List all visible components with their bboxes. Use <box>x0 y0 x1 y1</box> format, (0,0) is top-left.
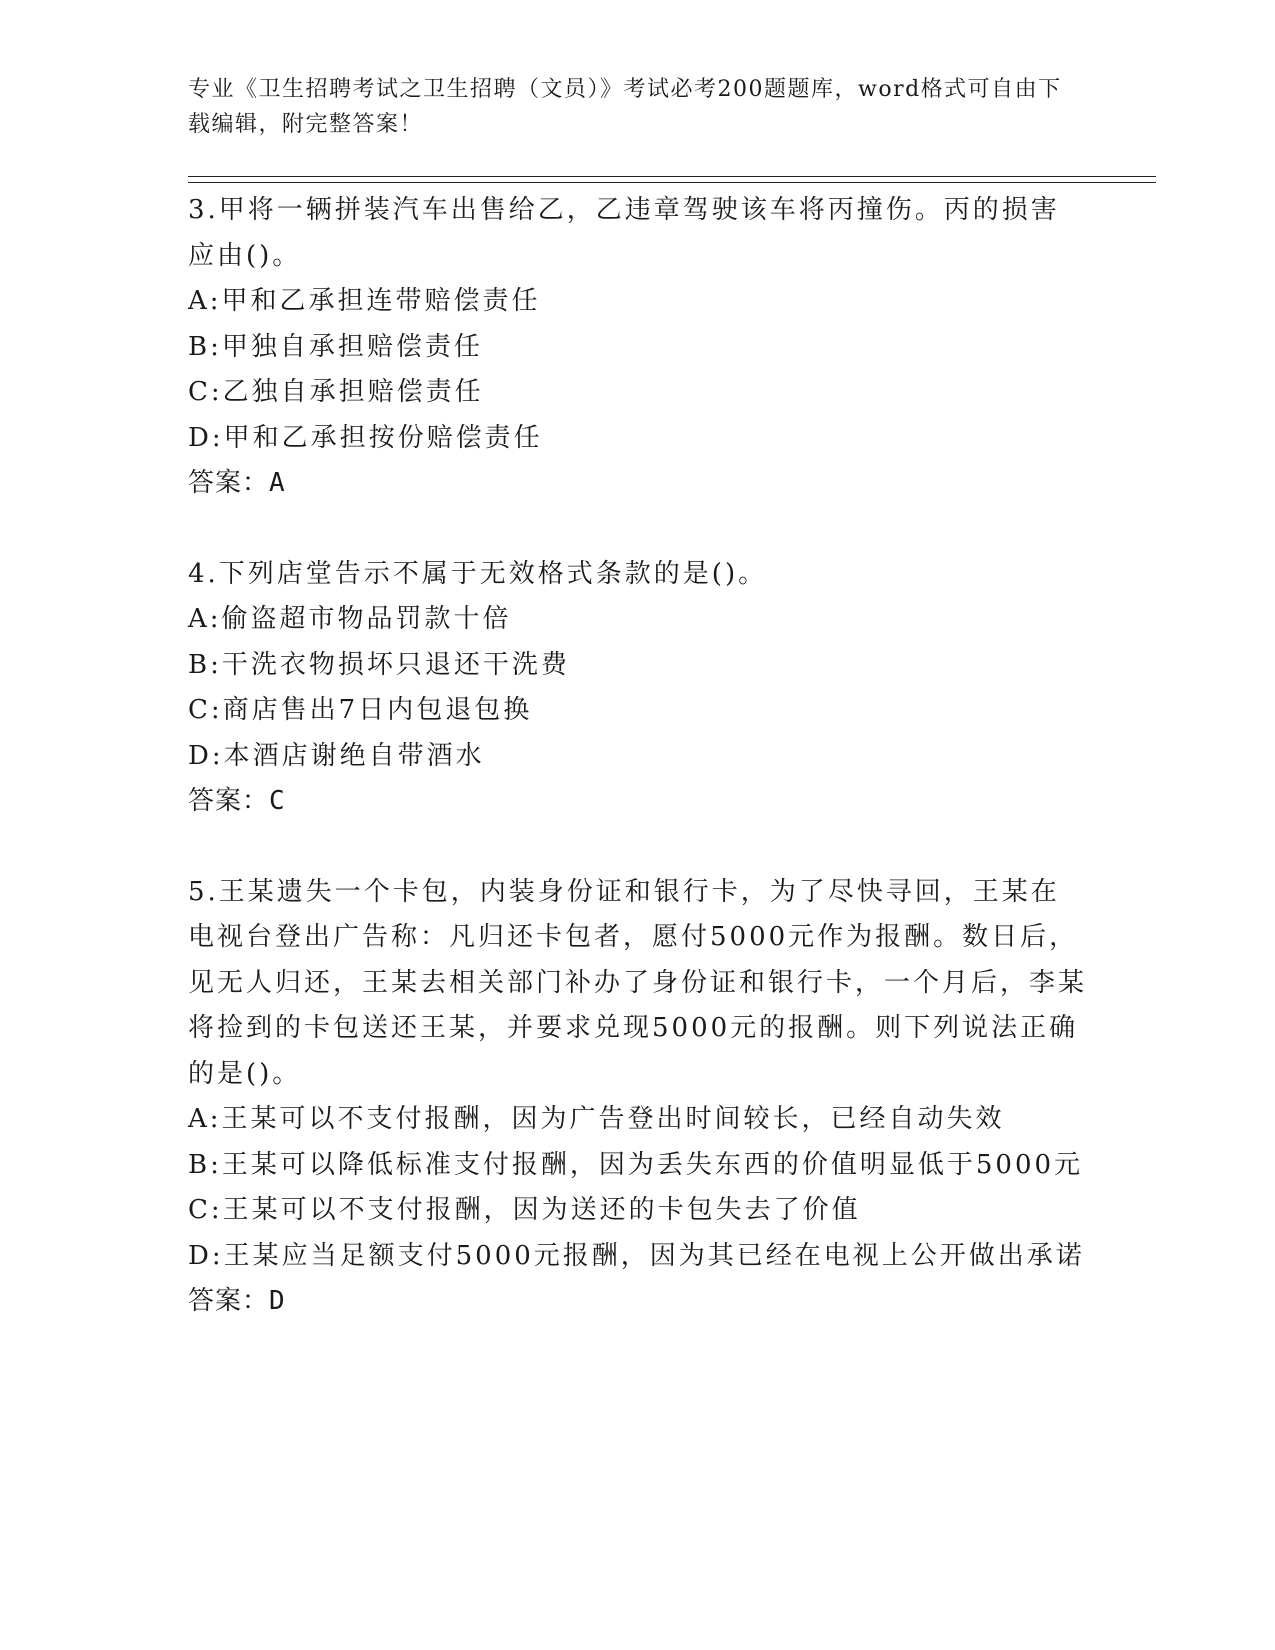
option-d: D:甲和乙承担按份赔偿责任 <box>188 422 543 453</box>
option-c: C:商店售出7日内包退包换 <box>188 695 533 725</box>
option-a: A:王某可以不支付报酬，因为广告登出时间较长，已经自动失效 <box>188 1104 1005 1134</box>
option-b: B:甲独自承担赔偿责任 <box>188 331 483 362</box>
header-divider-top <box>188 176 1156 177</box>
question-item <box>188 870 1088 1325</box>
question-stem: 5.王某遗失一个卡包，内装身份证和银行卡，为了尽快寻回，王某在电视台登出广告称：凡归还卡包者，愿付5000元作为报酬。数日后，见无人归还，王某去相关部门补办了身份证和银行卡，一个月后，李某将捡到的卡包送还王某，并要求兑现5000元的报酬。则下列说法正确的是()。 <box>188 876 1088 1089</box>
answer-label: 答案： <box>188 468 270 498</box>
answer-label: 答案： <box>188 786 270 816</box>
option-b: B:王某可以降低标准支付报酬，因为丢失东西的价值明显低于5000元 <box>188 1149 1084 1180</box>
question-stem: 4.下列店堂告示不属于无效格式条款的是()。 <box>188 558 768 589</box>
option-d: D:本酒店谢绝自带酒水 <box>188 740 485 771</box>
answer-label: 答案： <box>188 1286 270 1316</box>
question-list <box>188 188 1088 1370</box>
answer-line <box>188 461 1088 507</box>
header-divider-bottom <box>188 182 1156 183</box>
option-c: C:乙独自承担赔偿责任 <box>188 377 484 407</box>
answer-line <box>188 779 1088 825</box>
answer-value: A <box>269 468 286 498</box>
option-b: B:干洗衣物损坏只退还干洗费 <box>188 649 570 680</box>
document-header: 专业《卫生招聘考试之卫生招聘（文员）》考试必考200题题库，word格式可自由下载编辑，附完整答案！ <box>188 77 1062 137</box>
option-a: A:甲和乙承担连带赔偿责任 <box>188 286 541 316</box>
answer-value: C <box>269 786 286 816</box>
answer-value: D <box>269 1286 286 1316</box>
option-a: A:偷盗超市物品罚款十倍 <box>188 604 512 634</box>
option-d: D:王某应当足额支付5000元报酬，因为其已经在电视上公开做出承诺 <box>188 1240 1085 1271</box>
question-item <box>188 188 1088 507</box>
question-item <box>188 552 1088 825</box>
answer-line <box>188 1279 1088 1325</box>
option-c: C:王某可以不支付报酬，因为送还的卡包失去了价值 <box>188 1195 861 1225</box>
question-stem: 3.甲将一辆拼装汽车出售给乙，乙违章驾驶该车将丙撞伤。丙的损害应由()。 <box>188 195 1060 271</box>
